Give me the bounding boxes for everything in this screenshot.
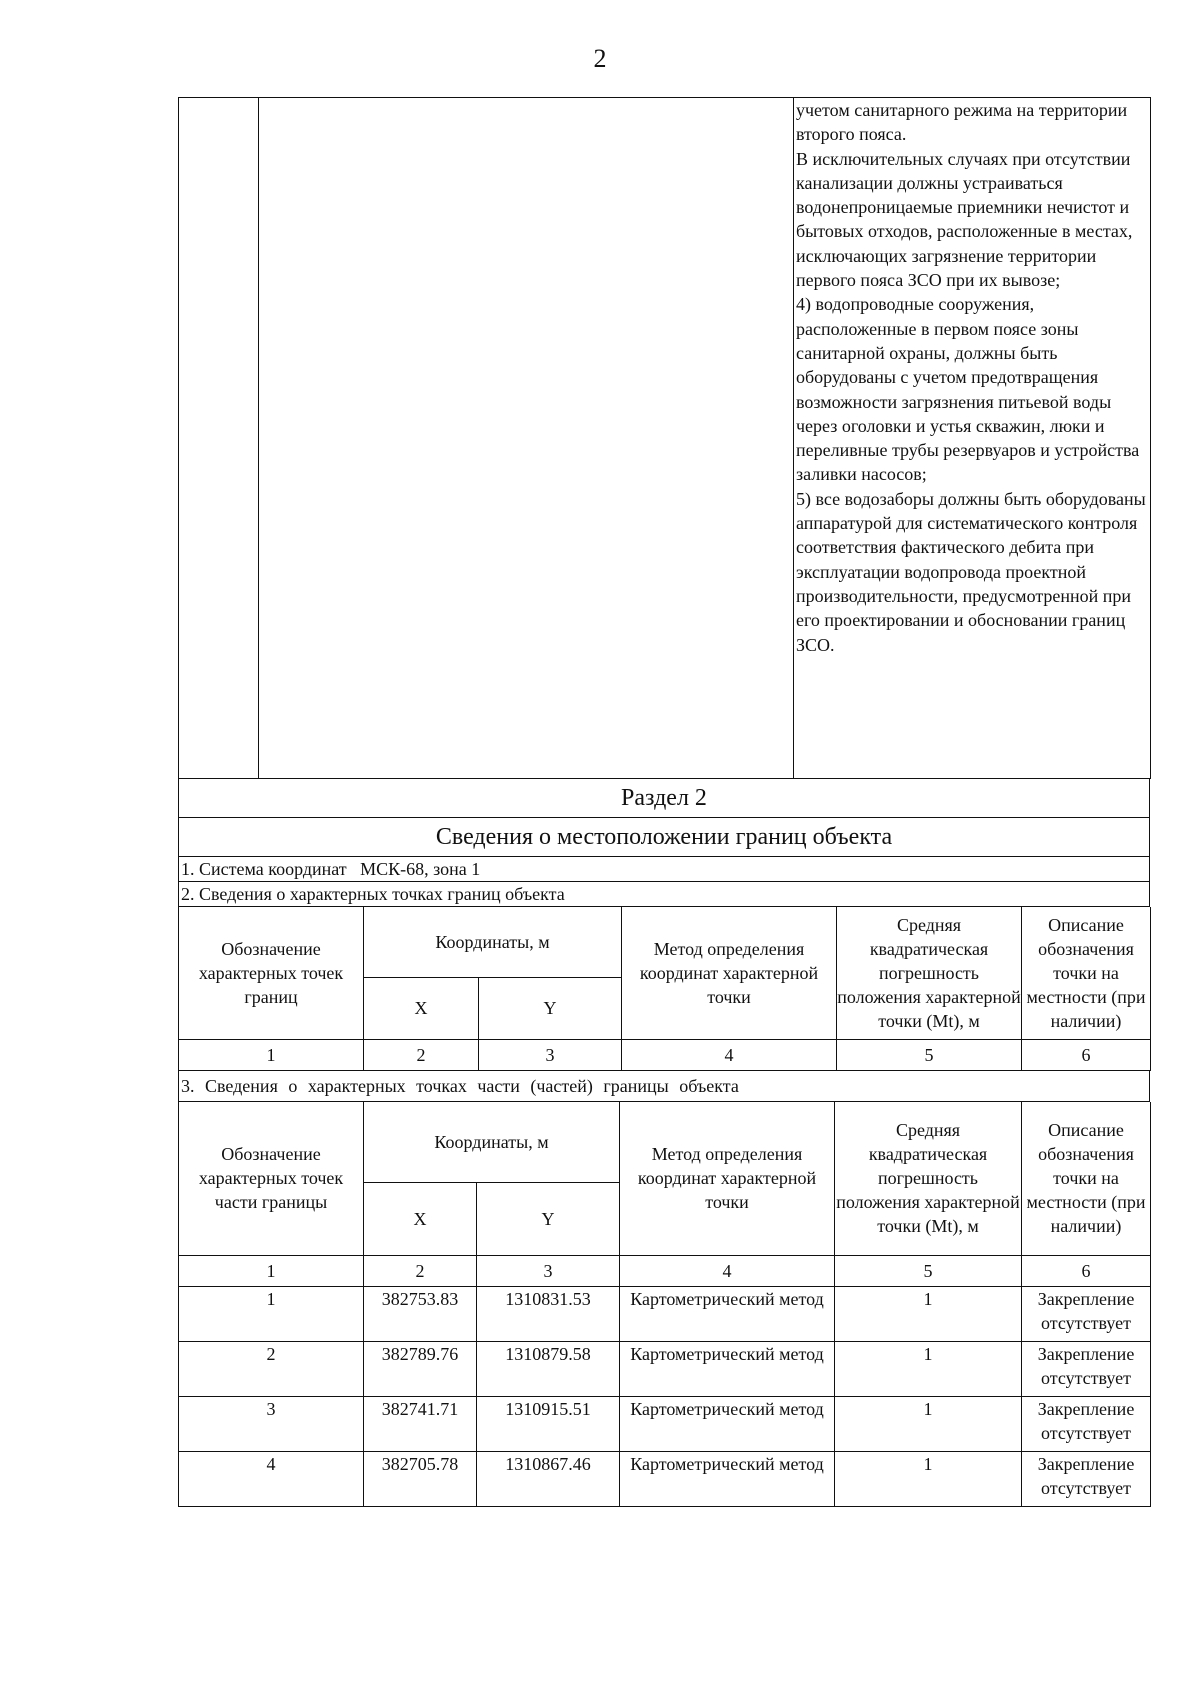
page-number: 2 xyxy=(593,44,607,73)
table-row xyxy=(179,1396,1151,1451)
continuation-table xyxy=(178,97,1151,779)
point-y: 1310831.53 xyxy=(477,1286,620,1341)
cont-cell-2 xyxy=(259,98,794,779)
col-description: Описание обозначения точки на местности (при наличии) xyxy=(1022,907,1151,1039)
section-header xyxy=(178,779,1150,857)
point-desc: Закрепление отсутствует xyxy=(1022,1286,1151,1341)
cont-paragraph: 5) все водозаборы должны быть оборудованы аппаратурой для систематического контроля соответствия фактического дебита при эксплуатации водопровода проектной производительности, предусмотренной при его проектировании и обосновании границ ЗСО. xyxy=(796,488,1146,655)
col-method: Метод определения координат характерной точки xyxy=(622,907,837,1039)
point-id: 1 xyxy=(179,1286,364,1341)
col-num: 3 xyxy=(479,1039,622,1070)
point-x: 382753.83 xyxy=(364,1286,477,1341)
point-y: 1310867.46 xyxy=(477,1451,620,1506)
col-num: 1 xyxy=(179,1039,364,1070)
col-num: 4 xyxy=(620,1255,835,1286)
point-mt: 1 xyxy=(835,1341,1022,1396)
col-num: 3 xyxy=(477,1255,620,1286)
col-num: 4 xyxy=(622,1039,837,1070)
part-boundary-points-table xyxy=(178,1102,1151,1507)
col-method: Метод определения координат характерной точки xyxy=(620,1102,835,1256)
col-num: 6 xyxy=(1022,1255,1151,1286)
col-description: Описание обозначения точки на местности (при наличии) xyxy=(1022,1102,1151,1256)
point-desc: Закрепление отсутствует xyxy=(1022,1341,1151,1396)
col-num: 2 xyxy=(364,1039,479,1070)
point-method: Картометрический метод xyxy=(620,1451,835,1506)
col-x: X xyxy=(364,1182,477,1255)
document-table xyxy=(178,97,1150,1507)
point-mt: 1 xyxy=(835,1396,1022,1451)
coord-system-row xyxy=(178,857,1150,907)
col-coordinates: Координаты, м xyxy=(364,907,622,977)
coord-system-label: 1. Система координат xyxy=(181,859,347,879)
point-method: Картометрический метод xyxy=(620,1286,835,1341)
section-title: Раздел 2 xyxy=(179,779,1150,818)
point-desc: Закрепление отсутствует xyxy=(1022,1396,1151,1451)
cont-paragraph: учетом санитарного режима на территории второго пояса. xyxy=(796,100,1128,145)
table-row xyxy=(179,1341,1151,1396)
col-num: 1 xyxy=(179,1255,364,1286)
col-designation: Обозначение характерных точек границ xyxy=(179,907,364,1039)
col-num: 6 xyxy=(1022,1039,1151,1070)
cont-paragraph: В исключительных случаях при отсутствии канализации должны устраиваться водонепроницаемые приемники нечистот и бытовых отходов, расположенные в местах, исключающих загрязнение территории первого пояса ЗСО при их вывозе; xyxy=(796,148,1133,291)
point-method: Картометрический метод xyxy=(620,1341,835,1396)
cont-cell-1 xyxy=(179,98,259,779)
col-designation: Обозначение характерных точек части границы xyxy=(179,1102,364,1256)
point-x: 382741.71 xyxy=(364,1396,477,1451)
table-row xyxy=(179,1286,1151,1341)
coord-system-value: МСК-68, зона 1 xyxy=(360,859,481,879)
col-num: 5 xyxy=(837,1039,1022,1070)
point-x: 382705.78 xyxy=(364,1451,477,1506)
point-mt: 1 xyxy=(835,1451,1022,1506)
boundary-points-table xyxy=(178,907,1151,1071)
point-mt: 1 xyxy=(835,1286,1022,1341)
cont-cell-3 xyxy=(794,98,1151,779)
col-y: Y xyxy=(479,977,622,1039)
part3-title: 3. Сведения о характерных точках части (частей) границы объекта xyxy=(179,1071,1150,1102)
point-desc: Закрепление отсутствует xyxy=(1022,1451,1151,1506)
point-y: 1310915.51 xyxy=(477,1396,620,1451)
point-id: 4 xyxy=(179,1451,364,1506)
table-row xyxy=(179,1451,1151,1506)
point-method: Картометрический метод xyxy=(620,1396,835,1451)
col-y: Y xyxy=(477,1182,620,1255)
col-coordinates: Координаты, м xyxy=(364,1102,620,1183)
col-x: X xyxy=(364,977,479,1039)
col-num: 5 xyxy=(835,1255,1022,1286)
col-error: Средняя квадратическая погрешность положения характерной точки (Mt), м xyxy=(837,907,1022,1039)
part3-row xyxy=(178,1071,1150,1102)
part2-title: 2. Сведения о характерных точках границ объекта xyxy=(179,882,1150,907)
section-subtitle: Сведения о местоположении границ объекта xyxy=(179,818,1150,857)
point-x: 382789.76 xyxy=(364,1341,477,1396)
col-error: Средняя квадратическая погрешность положения характерной точки (Mt), м xyxy=(835,1102,1022,1256)
cont-paragraph: 4) водопроводные сооружения, расположенные в первом поясе зоны санитарной охраны, должны быть оборудованы с учетом предотвращения возможности загрязнения питьевой воды через оголовки и устья скважин, люки и переливные трубы резервуаров и устройства заливки насосов; xyxy=(796,294,1140,485)
point-id: 2 xyxy=(179,1341,364,1396)
point-id: 3 xyxy=(179,1396,364,1451)
col-num: 2 xyxy=(364,1255,477,1286)
point-y: 1310879.58 xyxy=(477,1341,620,1396)
